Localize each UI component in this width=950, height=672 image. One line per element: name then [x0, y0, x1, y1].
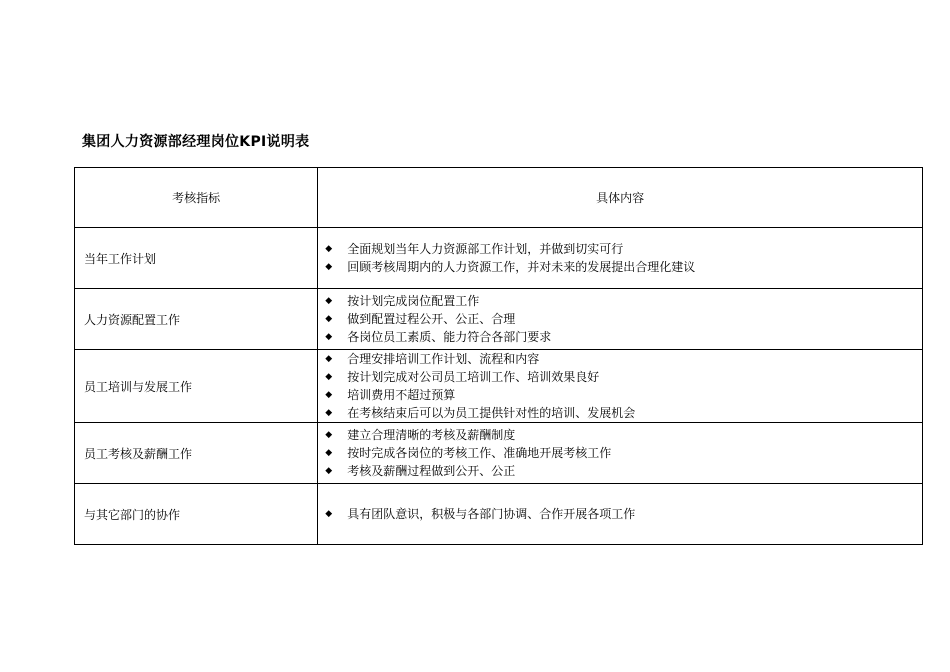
content-cell: [318, 423, 923, 484]
item-text: 具有团队意识，积极与各部门协调、合作开展各项工作: [347, 507, 636, 521]
list-item: [325, 328, 922, 346]
bullet-list: [325, 350, 922, 422]
item-text: 全面规划当年人力资源部工作计划，并做到切实可行: [347, 242, 624, 256]
table-row: [75, 423, 923, 484]
list-item: [325, 258, 922, 276]
indicator-cell: 员工培训与发展工作: [75, 350, 318, 423]
indicator-cell: 当年工作计划: [75, 228, 318, 289]
content-cell: [318, 289, 923, 350]
table-row: [75, 289, 923, 350]
list-item: [325, 444, 922, 462]
indicator-cell: 人力资源配置工作: [75, 289, 318, 350]
diamond-bullet-icon: ◆: [325, 509, 333, 519]
bullet-list: [325, 426, 922, 480]
item-text: 培训费用不超过预算: [347, 388, 456, 402]
item-text: 考核及薪酬过程做到公开、公正: [347, 464, 516, 478]
item-text: 按计划完成对公司员工培训工作、培训效果良好: [347, 370, 600, 384]
diamond-bullet-icon: ◆: [325, 296, 333, 306]
diamond-bullet-icon: ◆: [325, 430, 333, 440]
item-text: 在考核结束后可以为员工提供针对性的培训、发展机会: [347, 406, 636, 420]
list-item: [325, 505, 922, 523]
indicator-cell: 员工考核及薪酬工作: [75, 423, 318, 484]
list-item: [325, 350, 922, 368]
item-text: 按时完成各岗位的考核工作、准确地开展考核工作: [347, 446, 612, 460]
list-item: [325, 240, 922, 258]
list-item: [325, 386, 922, 404]
document-title: 集团人力资源部经理岗位KPI说明表: [82, 134, 310, 150]
header-content: 具体内容: [318, 168, 923, 228]
list-item: [325, 462, 922, 480]
list-item: [325, 292, 922, 310]
diamond-bullet-icon: ◆: [325, 314, 333, 324]
list-item: [325, 310, 922, 328]
item-text: 各岗位员工素质、能力符合各部门要求: [347, 330, 552, 344]
diamond-bullet-icon: ◆: [325, 390, 333, 400]
list-item: [325, 368, 922, 386]
table-header-row: [75, 168, 923, 228]
diamond-bullet-icon: ◆: [325, 332, 333, 342]
table-row: [75, 350, 923, 423]
content-cell: [318, 350, 923, 423]
item-text: 合理安排培训工作计划、流程和内容: [347, 352, 540, 366]
table-row: [75, 228, 923, 289]
item-text: 回顾考核周期内的人力资源工作，并对未来的发展提出合理化建议: [347, 260, 696, 274]
diamond-bullet-icon: ◆: [325, 448, 333, 458]
diamond-bullet-icon: ◆: [325, 466, 333, 476]
bullet-list: [325, 505, 922, 523]
diamond-bullet-icon: ◆: [325, 262, 333, 272]
diamond-bullet-icon: ◆: [325, 244, 333, 254]
item-text: 建立合理清晰的考核及薪酬制度: [347, 428, 516, 442]
kpi-table: [74, 167, 923, 545]
indicator-cell: 与其它部门的协作: [75, 484, 318, 545]
content-cell: [318, 484, 923, 545]
content-cell: [318, 228, 923, 289]
list-item: [325, 426, 922, 444]
diamond-bullet-icon: ◆: [325, 408, 333, 418]
diamond-bullet-icon: ◆: [325, 354, 333, 364]
table-row: [75, 484, 923, 545]
diamond-bullet-icon: ◆: [325, 372, 333, 382]
item-text: 做到配置过程公开、公正、合理: [347, 312, 516, 326]
list-item: [325, 404, 922, 422]
bullet-list: [325, 292, 922, 346]
header-indicator: 考核指标: [75, 168, 318, 228]
bullet-list: [325, 240, 922, 276]
item-text: 按计划完成岗位配置工作: [347, 294, 480, 308]
